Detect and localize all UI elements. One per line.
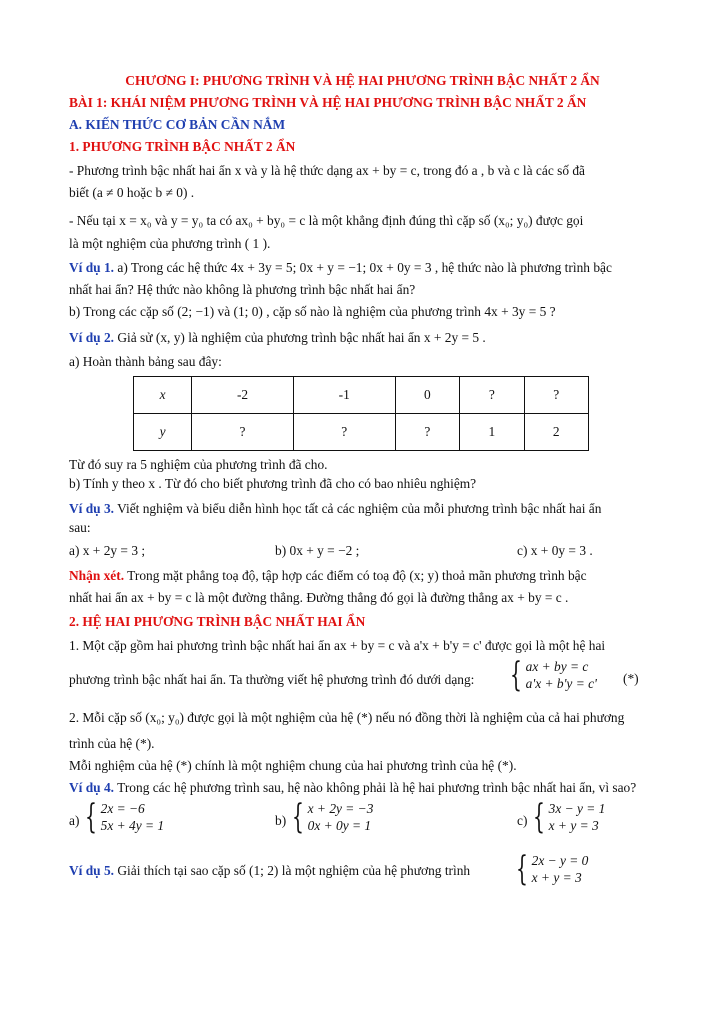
example-3-item-b: b) 0x + y = −2 ; (275, 543, 360, 558)
example-3-line-2: sau: (69, 520, 91, 535)
example-4-c-label: c) (517, 813, 528, 828)
example-5-text: Giải thích tại sao cặp số (1; 2) là một nghiệm của hệ phương trình (114, 863, 471, 878)
example-2-text: Giả sử (x, y) là nghiệm của phương trình bậc nhất hai ẩn x + 2y = 5 . (114, 330, 486, 345)
system-definition-line-1: 1. Một cặp gồm hai phương trình bậc nhất hai ẩn ax + by = c và a'x + b'y = c' được gọi là một hệ hai (69, 638, 606, 653)
system-a (85, 797, 165, 837)
table-cell: ? (395, 414, 459, 451)
system-b (292, 797, 374, 837)
example-2-line-4: b) Tính y theo x . Từ đó cho biết phương trình đã cho có bao nhiêu nghiệm? (69, 476, 477, 491)
example-4-line-1 (69, 779, 636, 797)
example-2-label: Ví dụ 2. (69, 330, 115, 345)
example-4-text: Trong các hệ phương trình sau, hệ nào không phải là hệ hai phương trình bậc nhất hai ẩn, vì sao? (114, 780, 637, 795)
table-row (134, 414, 589, 451)
example-1-text: a) Trong các hệ thức 4x + 3y = 5; 0x + y = −1; 0x + 0y = 3 , hệ thức nào là phương trình bậc (114, 260, 612, 275)
system-c-eq-1: 3x − y = 1 (548, 801, 606, 816)
example-3-text: Viết nghiệm và biểu diễn hình học tất cả các nghiệm của mỗi phương trình bậc nhất hai ẩn (114, 501, 602, 516)
section-a-heading: A. KIẾN THỨC CƠ BẢN CẦN NẮM (69, 117, 286, 132)
example-3-label: Ví dụ 3. (69, 501, 115, 516)
system-5-eq-2: x + y = 3 (531, 870, 582, 885)
brace-icon: { (510, 655, 522, 695)
example-4-label: Ví dụ 4. (69, 780, 115, 795)
table-cell: 2 (524, 414, 588, 451)
system-a-eq-2: 5x + 4y = 1 (100, 818, 165, 833)
example-1-line-1 (69, 259, 612, 277)
table-row (134, 377, 589, 414)
example-1-line-3: b) Trong các cặp số (2; −1) và (1; 0) , cặp số nào là nghiệm của phương trình 4x + 3y = 5 ? (69, 304, 556, 319)
subsection-1-heading: 1. PHƯƠNG TRÌNH BẬC NHẤT 2 ẨN (69, 139, 296, 154)
system-example-5 (516, 849, 589, 889)
table-cell: x (134, 377, 192, 414)
system-b-eq-2: 0x + 0y = 1 (307, 818, 372, 833)
table-cell: 1 (460, 414, 524, 451)
system-c-eq-2: x + y = 3 (548, 818, 599, 833)
table-cell: ? (460, 377, 524, 414)
example-4-a-label: a) (69, 813, 80, 828)
table-cell: y (134, 414, 192, 451)
lesson-title: BÀI 1: KHÁI NIỆM PHƯƠNG TRÌNH VÀ HỆ HAI PHƯƠNG TRÌNH BẬC NHẤT 2 ẨN (69, 95, 587, 110)
system-solution-line-3: Mỗi nghiệm của hệ (*) chính là một nghiệm chung của hai phương trình của hệ (*). (69, 758, 517, 773)
example-1-label: Ví dụ 1. (69, 260, 115, 275)
brace-icon: { (516, 849, 528, 889)
brace-icon: { (85, 797, 97, 837)
definition-line-1: - Phương trình bậc nhất hai ẩn x và y là hệ thức dạng ax + by = c, trong đó a , b và c là các số đã (69, 163, 586, 178)
table-cell: ? (293, 414, 395, 451)
remark-label: Nhận xét. (69, 568, 125, 583)
system-a-eq-1: 2x = −6 (100, 801, 145, 816)
definition-solution-line-2: là một nghiệm của phương trình ( 1 ). (69, 236, 271, 251)
brace-icon: { (292, 797, 304, 837)
example-5-line-1 (69, 862, 470, 880)
remark-line-2: nhất hai ẩn ax + by = c là một đường thẳng. Đường thẳng đó gọi là đường thẳng ax + by = c . (69, 590, 569, 605)
example-2-line-2: a) Hoàn thành bảng sau đây: (69, 354, 222, 369)
example-1-line-2: nhất hai ẩn? Hệ thức nào không là phương trình bậc nhất hai ẩn? (69, 282, 416, 297)
subsection-2-heading: 2. HỆ HAI PHƯƠNG TRÌNH BẬC NHẤT HAI ẨN (69, 614, 366, 629)
general-system (510, 655, 597, 695)
system-5-eq-1: 2x − y = 0 (531, 853, 589, 868)
system-definition-line-2: phương trình bậc nhất hai ẩn. Ta thường viết hệ phương trình đó dưới dạng: (69, 672, 475, 687)
table-cell: -1 (293, 377, 395, 414)
example-2-line-1 (69, 329, 486, 347)
system-b-eq-1: x + 2y = −3 (307, 801, 374, 816)
system-c (533, 797, 606, 837)
table-cell: ? (192, 414, 294, 451)
system-equation-2: a'x + b'y = c' (525, 676, 597, 691)
table-cell: ? (524, 377, 588, 414)
example-3-line-1 (69, 500, 601, 518)
remark-text: Trong mặt phẳng toạ độ, tập hợp các điểm có toạ độ (x; y) thoả mãn phương trình bậc (124, 568, 587, 583)
system-equation-1: ax + by = c (525, 659, 589, 674)
example-2-line-3: Từ đó suy ra 5 nghiệm của phương trình đã cho. (69, 457, 328, 472)
brace-icon: { (533, 797, 545, 837)
example-3-item-c: c) x + 0y = 3 . (517, 543, 593, 558)
system-solution-line-2: trình của hệ (*). (69, 736, 155, 751)
definition-solution-line-1: - Nếu tại x = x₀ và y = y₀ ta có ax₀ + by₀ = c là một khẳng định đúng thì cặp số (x₀; y₀) được gọi (69, 213, 584, 228)
definition-line-2: biết (a ≠ 0 hoặc b ≠ 0) . (69, 185, 195, 200)
remark-line-1 (69, 567, 587, 585)
example-5-label: Ví dụ 5. (69, 863, 115, 878)
example-3-item-a: a) x + 2y = 3 ; (69, 543, 146, 558)
value-table (133, 376, 589, 451)
system-solution-line-1: 2. Mỗi cặp số (x₀; y₀) được gọi là một nghiệm của hệ (*) nếu nó đồng thời là nghiệm của cả hai phương (69, 710, 625, 725)
system-tag: (*) (623, 671, 639, 686)
table-cell: -2 (192, 377, 294, 414)
example-4-b-label: b) (275, 813, 287, 828)
chapter-title: CHƯƠNG I: PHƯƠNG TRÌNH VÀ HỆ HAI PHƯƠNG TRÌNH BẬC NHẤT 2 ẨN (125, 73, 600, 88)
table-cell: 0 (395, 377, 459, 414)
